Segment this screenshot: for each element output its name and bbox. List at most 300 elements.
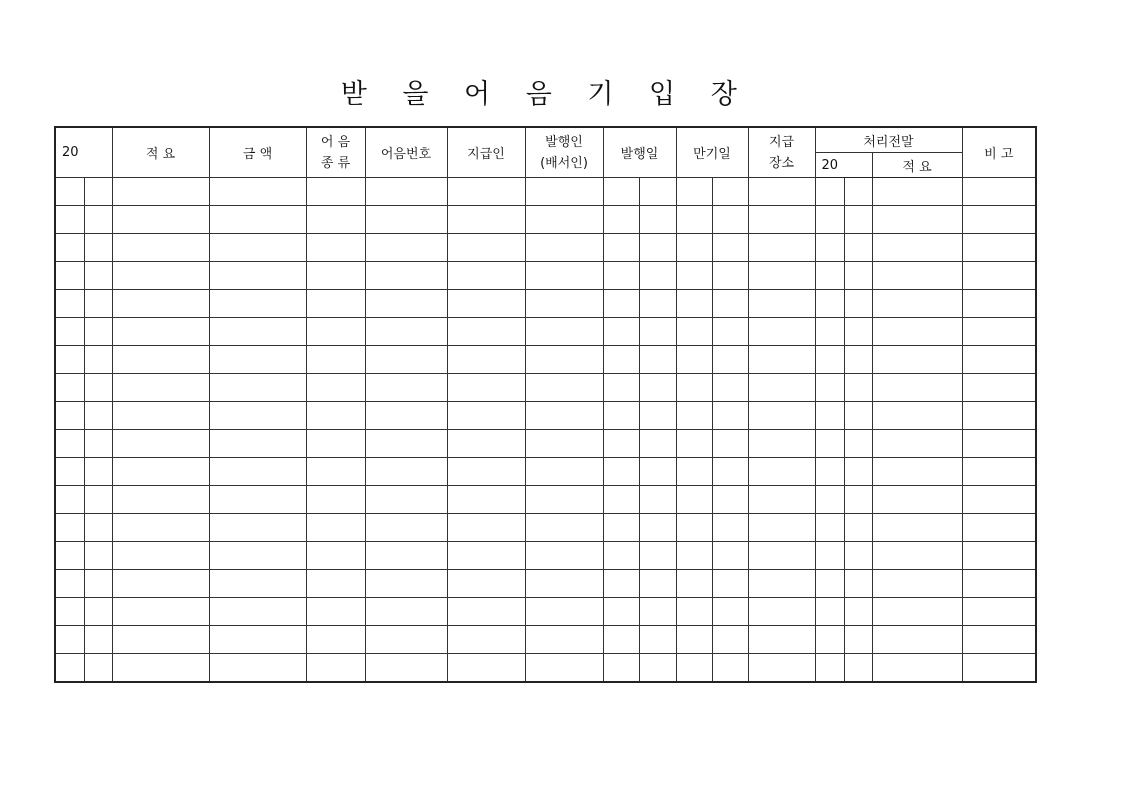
ledger-cell[interactable] (365, 206, 447, 234)
ledger-cell[interactable] (365, 458, 447, 486)
ledger-cell[interactable] (84, 206, 112, 234)
ledger-cell[interactable] (603, 206, 639, 234)
ledger-cell[interactable] (603, 458, 639, 486)
ledger-cell[interactable] (962, 234, 1036, 262)
ledger-cell[interactable] (55, 514, 84, 542)
ledger-cell[interactable] (676, 402, 712, 430)
ledger-cell[interactable] (112, 206, 209, 234)
ledger-cell[interactable] (209, 206, 306, 234)
ledger-cell[interactable] (712, 458, 748, 486)
ledger-cell[interactable] (112, 570, 209, 598)
ledger-cell[interactable] (525, 654, 603, 683)
ledger-cell[interactable] (112, 458, 209, 486)
ledger-cell[interactable] (748, 178, 815, 206)
ledger-cell[interactable] (306, 178, 365, 206)
ledger-cell[interactable] (844, 514, 872, 542)
ledger-cell[interactable] (209, 374, 306, 402)
ledger-cell[interactable] (447, 206, 525, 234)
ledger-cell[interactable] (844, 234, 872, 262)
ledger-cell[interactable] (525, 206, 603, 234)
ledger-cell[interactable] (712, 542, 748, 570)
ledger-cell[interactable] (365, 486, 447, 514)
ledger-cell[interactable] (525, 458, 603, 486)
ledger-cell[interactable] (748, 626, 815, 654)
ledger-cell[interactable] (525, 598, 603, 626)
ledger-cell[interactable] (603, 430, 639, 458)
ledger-cell[interactable] (844, 206, 872, 234)
ledger-cell[interactable] (525, 346, 603, 374)
ledger-cell[interactable] (815, 598, 844, 626)
ledger-cell[interactable] (962, 458, 1036, 486)
ledger-cell[interactable] (639, 290, 676, 318)
ledger-cell[interactable] (447, 178, 525, 206)
ledger-cell[interactable] (815, 486, 844, 514)
ledger-cell[interactable] (962, 542, 1036, 570)
ledger-cell[interactable] (712, 346, 748, 374)
ledger-cell[interactable] (712, 234, 748, 262)
ledger-cell[interactable] (844, 570, 872, 598)
ledger-cell[interactable] (84, 514, 112, 542)
ledger-cell[interactable] (306, 486, 365, 514)
ledger-cell[interactable] (639, 598, 676, 626)
ledger-cell[interactable] (209, 178, 306, 206)
ledger-cell[interactable] (639, 262, 676, 290)
ledger-cell[interactable] (639, 486, 676, 514)
ledger-cell[interactable] (639, 318, 676, 346)
ledger-cell[interactable] (676, 430, 712, 458)
ledger-cell[interactable] (844, 458, 872, 486)
ledger-cell[interactable] (603, 654, 639, 683)
ledger-cell[interactable] (603, 318, 639, 346)
ledger-cell[interactable] (84, 234, 112, 262)
ledger-cell[interactable] (55, 542, 84, 570)
ledger-cell[interactable] (603, 234, 639, 262)
ledger-cell[interactable] (209, 654, 306, 683)
ledger-cell[interactable] (872, 374, 962, 402)
ledger-cell[interactable] (815, 458, 844, 486)
ledger-cell[interactable] (209, 626, 306, 654)
ledger-cell[interactable] (55, 346, 84, 374)
ledger-cell[interactable] (112, 514, 209, 542)
ledger-cell[interactable] (112, 374, 209, 402)
ledger-cell[interactable] (447, 654, 525, 683)
ledger-cell[interactable] (447, 486, 525, 514)
ledger-cell[interactable] (525, 430, 603, 458)
ledger-cell[interactable] (209, 290, 306, 318)
ledger-cell[interactable] (844, 402, 872, 430)
ledger-cell[interactable] (55, 262, 84, 290)
ledger-cell[interactable] (815, 402, 844, 430)
ledger-cell[interactable] (365, 514, 447, 542)
ledger-cell[interactable] (84, 626, 112, 654)
ledger-cell[interactable] (306, 290, 365, 318)
ledger-cell[interactable] (676, 626, 712, 654)
ledger-cell[interactable] (306, 234, 365, 262)
ledger-cell[interactable] (748, 262, 815, 290)
ledger-cell[interactable] (84, 318, 112, 346)
ledger-cell[interactable] (872, 318, 962, 346)
ledger-cell[interactable] (525, 234, 603, 262)
ledger-cell[interactable] (365, 346, 447, 374)
ledger-cell[interactable] (844, 486, 872, 514)
ledger-cell[interactable] (639, 346, 676, 374)
ledger-cell[interactable] (748, 234, 815, 262)
ledger-cell[interactable] (639, 374, 676, 402)
ledger-cell[interactable] (872, 402, 962, 430)
ledger-cell[interactable] (712, 514, 748, 542)
ledger-cell[interactable] (844, 262, 872, 290)
ledger-cell[interactable] (447, 374, 525, 402)
ledger-cell[interactable] (55, 318, 84, 346)
ledger-cell[interactable] (447, 458, 525, 486)
ledger-cell[interactable] (55, 598, 84, 626)
ledger-cell[interactable] (447, 430, 525, 458)
ledger-cell[interactable] (748, 458, 815, 486)
ledger-cell[interactable] (712, 290, 748, 318)
ledger-cell[interactable] (872, 262, 962, 290)
ledger-cell[interactable] (306, 206, 365, 234)
ledger-cell[interactable] (962, 402, 1036, 430)
ledger-cell[interactable] (676, 318, 712, 346)
ledger-cell[interactable] (525, 542, 603, 570)
ledger-cell[interactable] (748, 346, 815, 374)
ledger-cell[interactable] (112, 318, 209, 346)
ledger-cell[interactable] (447, 262, 525, 290)
ledger-cell[interactable] (603, 346, 639, 374)
ledger-cell[interactable] (676, 542, 712, 570)
ledger-cell[interactable] (447, 346, 525, 374)
ledger-cell[interactable] (306, 402, 365, 430)
ledger-cell[interactable] (712, 262, 748, 290)
ledger-cell[interactable] (447, 570, 525, 598)
ledger-cell[interactable] (748, 486, 815, 514)
ledger-cell[interactable] (306, 458, 365, 486)
ledger-cell[interactable] (447, 514, 525, 542)
ledger-cell[interactable] (962, 346, 1036, 374)
ledger-cell[interactable] (712, 626, 748, 654)
ledger-cell[interactable] (815, 262, 844, 290)
ledger-cell[interactable] (306, 318, 365, 346)
ledger-cell[interactable] (84, 290, 112, 318)
ledger-cell[interactable] (209, 514, 306, 542)
ledger-cell[interactable] (712, 486, 748, 514)
ledger-cell[interactable] (209, 402, 306, 430)
ledger-cell[interactable] (676, 598, 712, 626)
ledger-cell[interactable] (112, 262, 209, 290)
ledger-cell[interactable] (55, 290, 84, 318)
ledger-cell[interactable] (112, 654, 209, 683)
ledger-cell[interactable] (639, 402, 676, 430)
ledger-cell[interactable] (84, 598, 112, 626)
ledger-cell[interactable] (525, 178, 603, 206)
ledger-cell[interactable] (365, 374, 447, 402)
ledger-cell[interactable] (844, 318, 872, 346)
ledger-cell[interactable] (603, 402, 639, 430)
ledger-cell[interactable] (872, 626, 962, 654)
ledger-cell[interactable] (603, 262, 639, 290)
ledger-cell[interactable] (962, 206, 1036, 234)
ledger-cell[interactable] (676, 178, 712, 206)
ledger-cell[interactable] (844, 430, 872, 458)
ledger-cell[interactable] (712, 570, 748, 598)
ledger-cell[interactable] (815, 626, 844, 654)
ledger-cell[interactable] (365, 542, 447, 570)
ledger-cell[interactable] (306, 514, 365, 542)
ledger-cell[interactable] (365, 570, 447, 598)
ledger-cell[interactable] (603, 570, 639, 598)
ledger-cell[interactable] (962, 318, 1036, 346)
ledger-cell[interactable] (603, 542, 639, 570)
ledger-cell[interactable] (365, 178, 447, 206)
ledger-cell[interactable] (306, 430, 365, 458)
ledger-cell[interactable] (962, 262, 1036, 290)
ledger-cell[interactable] (712, 430, 748, 458)
ledger-cell[interactable] (84, 374, 112, 402)
ledger-cell[interactable] (676, 262, 712, 290)
ledger-cell[interactable] (748, 598, 815, 626)
ledger-cell[interactable] (962, 290, 1036, 318)
ledger-cell[interactable] (872, 598, 962, 626)
ledger-cell[interactable] (306, 374, 365, 402)
ledger-cell[interactable] (962, 178, 1036, 206)
ledger-cell[interactable] (815, 430, 844, 458)
ledger-cell[interactable] (525, 374, 603, 402)
ledger-cell[interactable] (365, 598, 447, 626)
ledger-cell[interactable] (676, 374, 712, 402)
ledger-cell[interactable] (84, 346, 112, 374)
ledger-cell[interactable] (209, 570, 306, 598)
ledger-cell[interactable] (112, 346, 209, 374)
ledger-cell[interactable] (815, 318, 844, 346)
ledger-cell[interactable] (872, 206, 962, 234)
ledger-cell[interactable] (962, 626, 1036, 654)
ledger-cell[interactable] (712, 178, 748, 206)
ledger-cell[interactable] (55, 626, 84, 654)
ledger-cell[interactable] (962, 374, 1036, 402)
ledger-cell[interactable] (112, 626, 209, 654)
ledger-cell[interactable] (872, 290, 962, 318)
ledger-cell[interactable] (84, 262, 112, 290)
ledger-cell[interactable] (748, 318, 815, 346)
ledger-cell[interactable] (748, 374, 815, 402)
ledger-cell[interactable] (844, 374, 872, 402)
ledger-cell[interactable] (525, 514, 603, 542)
ledger-cell[interactable] (55, 206, 84, 234)
ledger-cell[interactable] (112, 290, 209, 318)
ledger-cell[interactable] (639, 458, 676, 486)
ledger-cell[interactable] (815, 346, 844, 374)
ledger-cell[interactable] (844, 542, 872, 570)
ledger-cell[interactable] (748, 514, 815, 542)
ledger-cell[interactable] (306, 570, 365, 598)
ledger-cell[interactable] (639, 514, 676, 542)
ledger-cell[interactable] (676, 234, 712, 262)
ledger-cell[interactable] (209, 262, 306, 290)
ledger-cell[interactable] (748, 206, 815, 234)
ledger-cell[interactable] (55, 374, 84, 402)
ledger-cell[interactable] (844, 290, 872, 318)
ledger-cell[interactable] (112, 234, 209, 262)
ledger-cell[interactable] (55, 402, 84, 430)
ledger-cell[interactable] (815, 290, 844, 318)
ledger-cell[interactable] (209, 430, 306, 458)
ledger-cell[interactable] (603, 486, 639, 514)
ledger-cell[interactable] (815, 654, 844, 683)
ledger-cell[interactable] (209, 598, 306, 626)
ledger-cell[interactable] (815, 206, 844, 234)
ledger-cell[interactable] (748, 570, 815, 598)
ledger-cell[interactable] (844, 654, 872, 683)
ledger-cell[interactable] (525, 402, 603, 430)
ledger-cell[interactable] (748, 654, 815, 683)
ledger-cell[interactable] (872, 542, 962, 570)
ledger-cell[interactable] (712, 206, 748, 234)
ledger-cell[interactable] (84, 178, 112, 206)
ledger-cell[interactable] (603, 290, 639, 318)
ledger-cell[interactable] (209, 458, 306, 486)
ledger-cell[interactable] (815, 542, 844, 570)
ledger-cell[interactable] (872, 346, 962, 374)
ledger-cell[interactable] (306, 262, 365, 290)
ledger-cell[interactable] (306, 598, 365, 626)
ledger-cell[interactable] (712, 654, 748, 683)
ledger-cell[interactable] (84, 654, 112, 683)
ledger-cell[interactable] (84, 542, 112, 570)
ledger-cell[interactable] (112, 178, 209, 206)
ledger-cell[interactable] (84, 430, 112, 458)
ledger-cell[interactable] (55, 234, 84, 262)
ledger-cell[interactable] (447, 542, 525, 570)
ledger-cell[interactable] (603, 374, 639, 402)
ledger-cell[interactable] (748, 290, 815, 318)
ledger-cell[interactable] (639, 626, 676, 654)
ledger-cell[interactable] (525, 262, 603, 290)
ledger-cell[interactable] (209, 318, 306, 346)
ledger-cell[interactable] (676, 570, 712, 598)
ledger-cell[interactable] (872, 430, 962, 458)
ledger-cell[interactable] (525, 318, 603, 346)
ledger-cell[interactable] (815, 234, 844, 262)
ledger-cell[interactable] (815, 514, 844, 542)
ledger-cell[interactable] (676, 458, 712, 486)
ledger-cell[interactable] (962, 514, 1036, 542)
ledger-cell[interactable] (306, 626, 365, 654)
ledger-cell[interactable] (872, 458, 962, 486)
ledger-cell[interactable] (447, 402, 525, 430)
ledger-cell[interactable] (844, 178, 872, 206)
ledger-cell[interactable] (844, 598, 872, 626)
ledger-cell[interactable] (84, 402, 112, 430)
ledger-cell[interactable] (365, 318, 447, 346)
ledger-cell[interactable] (676, 206, 712, 234)
ledger-cell[interactable] (872, 486, 962, 514)
ledger-cell[interactable] (525, 570, 603, 598)
ledger-cell[interactable] (639, 430, 676, 458)
ledger-cell[interactable] (815, 178, 844, 206)
ledger-cell[interactable] (112, 598, 209, 626)
ledger-cell[interactable] (209, 346, 306, 374)
ledger-cell[interactable] (712, 318, 748, 346)
ledger-cell[interactable] (962, 654, 1036, 683)
ledger-cell[interactable] (639, 234, 676, 262)
ledger-cell[interactable] (748, 542, 815, 570)
ledger-cell[interactable] (962, 430, 1036, 458)
ledger-cell[interactable] (55, 458, 84, 486)
ledger-cell[interactable] (209, 486, 306, 514)
ledger-cell[interactable] (365, 290, 447, 318)
ledger-cell[interactable] (603, 626, 639, 654)
ledger-cell[interactable] (639, 206, 676, 234)
ledger-cell[interactable] (365, 654, 447, 683)
ledger-cell[interactable] (815, 570, 844, 598)
ledger-cell[interactable] (872, 178, 962, 206)
ledger-cell[interactable] (209, 234, 306, 262)
ledger-cell[interactable] (55, 570, 84, 598)
ledger-cell[interactable] (447, 626, 525, 654)
ledger-cell[interactable] (872, 234, 962, 262)
ledger-cell[interactable] (962, 570, 1036, 598)
ledger-cell[interactable] (112, 486, 209, 514)
ledger-cell[interactable] (676, 290, 712, 318)
ledger-cell[interactable] (55, 178, 84, 206)
ledger-cell[interactable] (209, 542, 306, 570)
ledger-cell[interactable] (365, 626, 447, 654)
ledger-cell[interactable] (676, 514, 712, 542)
ledger-cell[interactable] (872, 514, 962, 542)
ledger-cell[interactable] (712, 374, 748, 402)
ledger-cell[interactable] (603, 178, 639, 206)
ledger-cell[interactable] (112, 402, 209, 430)
ledger-cell[interactable] (748, 402, 815, 430)
ledger-cell[interactable] (676, 346, 712, 374)
ledger-cell[interactable] (872, 570, 962, 598)
ledger-cell[interactable] (962, 598, 1036, 626)
ledger-cell[interactable] (676, 654, 712, 683)
ledger-cell[interactable] (844, 626, 872, 654)
ledger-cell[interactable] (306, 346, 365, 374)
ledger-cell[interactable] (639, 542, 676, 570)
ledger-cell[interactable] (872, 654, 962, 683)
ledger-cell[interactable] (639, 178, 676, 206)
ledger-cell[interactable] (525, 290, 603, 318)
ledger-cell[interactable] (447, 290, 525, 318)
ledger-cell[interactable] (84, 570, 112, 598)
ledger-cell[interactable] (815, 374, 844, 402)
ledger-cell[interactable] (55, 654, 84, 683)
ledger-cell[interactable] (447, 318, 525, 346)
ledger-cell[interactable] (447, 598, 525, 626)
ledger-cell[interactable] (748, 430, 815, 458)
ledger-cell[interactable] (712, 598, 748, 626)
ledger-cell[interactable] (712, 402, 748, 430)
ledger-cell[interactable] (365, 402, 447, 430)
ledger-cell[interactable] (306, 654, 365, 683)
ledger-cell[interactable] (525, 626, 603, 654)
ledger-cell[interactable] (639, 654, 676, 683)
ledger-cell[interactable] (365, 430, 447, 458)
ledger-cell[interactable] (962, 486, 1036, 514)
ledger-cell[interactable] (676, 486, 712, 514)
ledger-cell[interactable] (365, 262, 447, 290)
ledger-cell[interactable] (603, 514, 639, 542)
ledger-cell[interactable] (112, 430, 209, 458)
ledger-cell[interactable] (365, 234, 447, 262)
ledger-cell[interactable] (447, 234, 525, 262)
ledger-cell[interactable] (84, 458, 112, 486)
ledger-cell[interactable] (112, 542, 209, 570)
ledger-cell[interactable] (844, 346, 872, 374)
ledger-cell[interactable] (639, 570, 676, 598)
